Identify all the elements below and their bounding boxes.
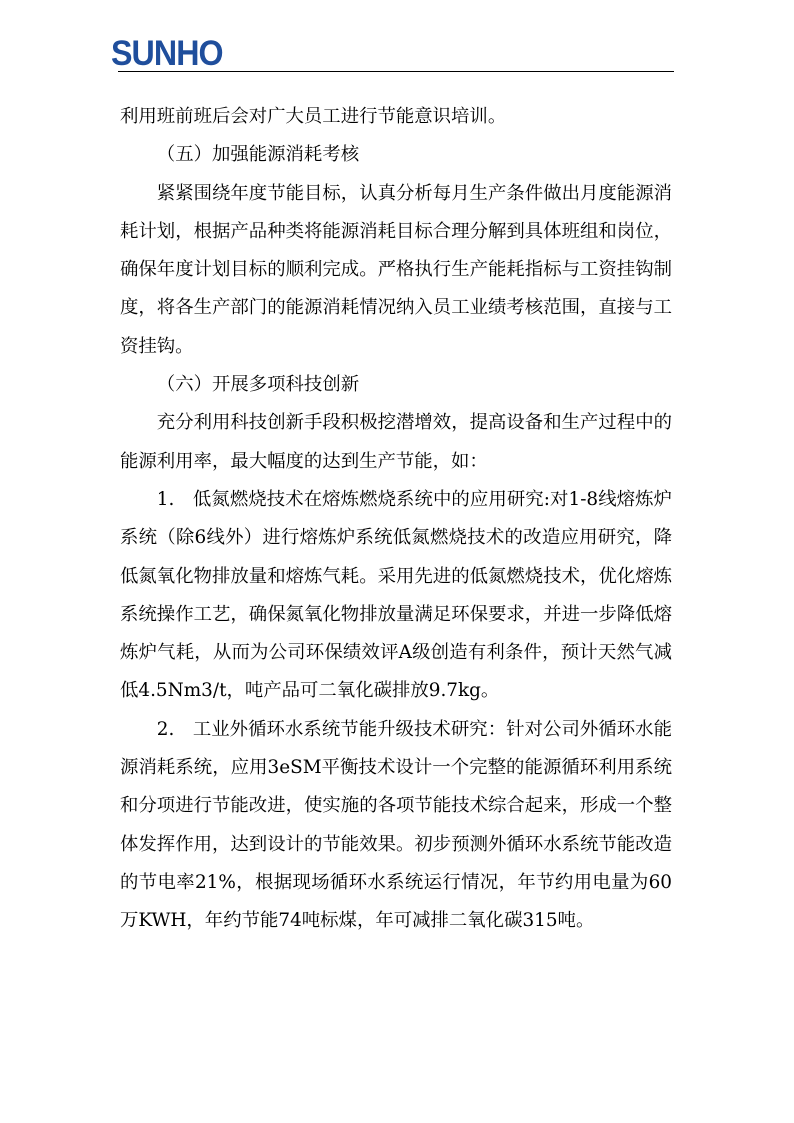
- header-divider: [118, 71, 674, 72]
- section-heading-5: （五）加强能源消耗考核: [156, 144, 360, 166]
- section-heading-6: （六）开展多项科技创新: [156, 374, 360, 396]
- paragraph-tech-innovation-intro: 充分利用科技创新手段积极挖潜增效，提高设备和生产过程中的能源利用率，最大幅度的达到生产节能，如：: [120, 412, 672, 472]
- company-logo: SUNHO: [111, 34, 223, 73]
- list-item-1-low-nitrogen: 1. 低氮燃烧技术在熔炼燃烧系统中的应用研究:对1-8线熔炼炉系统（除6线外）进行熔炼炉系统低氮燃烧技术的改造应用研究，降低氮氧化物排放量和熔炼气耗。采用先进的低氮燃烧技术，优化熔炼系统操作工艺，确保氮氧化物排放量满足环保要求，并进一步降低熔炼炉气耗，从而为公司环保绩效评A级创造有利条件，预计天然气减低4.5Nm3/t，吨产品可二氧化碳排放9.7kg。: [120, 488, 672, 702]
- paragraph-training-continuation: 利用班前班后会对广大员工进行节能意识培训。: [120, 106, 507, 127]
- paragraph-energy-assessment: 紧紧围绕年度节能目标，认真分析每月生产条件做出月度能源消耗计划，根据产品种类将能源消耗目标合理分解到具体班组和岗位，确保年度计划目标的顺利完成。严格执行生产能耗指标与工资挂钩制度，将各生产部门的能源消耗情况纳入员工业绩考核范围，直接与工资挂钩。: [120, 182, 672, 357]
- document-body: [120, 98, 672, 941]
- list-item-2-circulating-water: 2. 工业外循环水系统节能升级技术研究：针对公司外循环水能源消耗系统，应用3eSM平衡技术设计一个完整的能源循环利用系统和分项进行节能改进，使实施的各项节能技术综合起来，形成一个整体发挥作用，达到设计的节能效果。初步预测外循环水系统节能改造的节电率21%，根据现场循环水系统运行情况，年节约用电量为60万KWH，年约节能74吨标煤，年可减排二氧化碳315吨。: [120, 718, 672, 932]
